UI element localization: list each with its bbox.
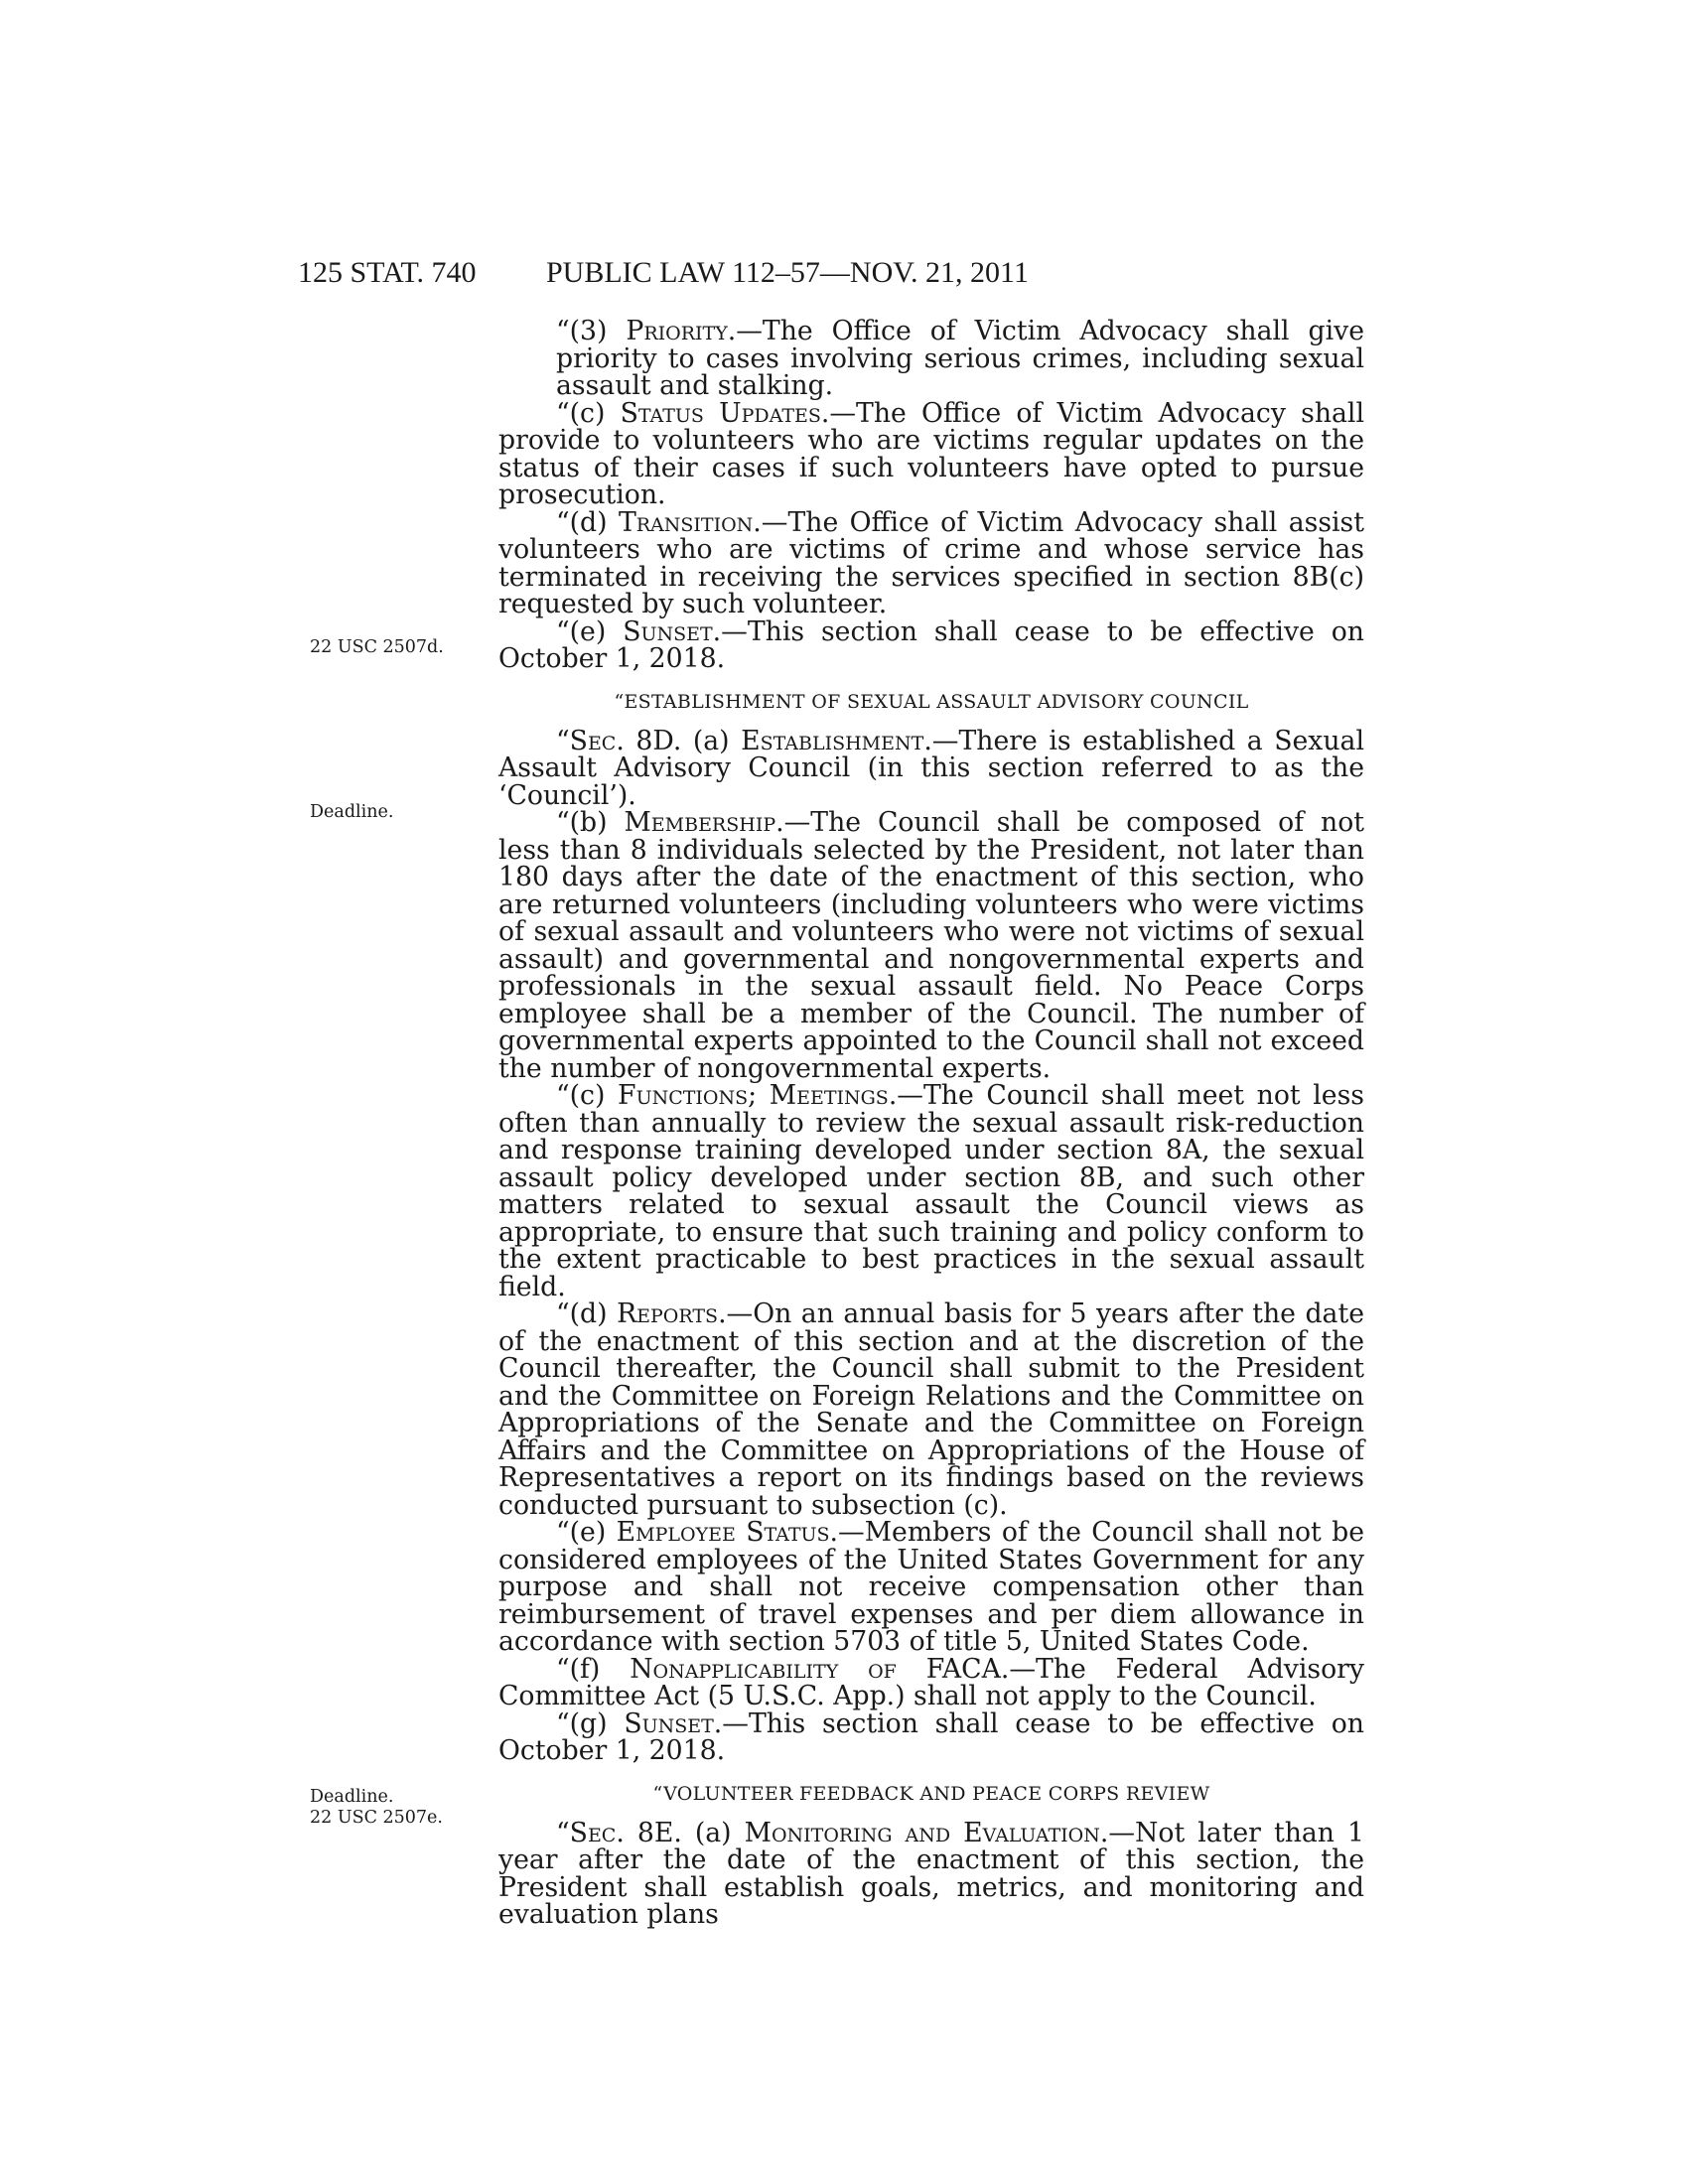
paragraph-sunset-victim-advocacy: “(e) Sunset.—This section shall cease to be effective on October 1, 2018. (498, 615, 1364, 674)
page-header (0, 253, 1688, 293)
margin-note-deadline: Deadline. (310, 802, 394, 822)
paragraph-reports: “(d) Reports.—On an annual basis for 5 years after the date of the enactment of this section and at the discretion of the Council thereafter, the Council shall submit to the President and the Committee on Foreign Relations and the Committee on Appropriations of the Senate and the Committee on Foreign Affairs and the Committee on Appropriations of the House of Representatives a report on its findings based on the reviews conducted pursuant to subsection (c). (498, 1298, 1364, 1521)
paragraph-monitoring-evaluation: “Sec. 8E. (a) Monitoring and Evaluation.—Not later than 1 year after the date of the enactment of this section, the President shall establish goals, metrics, and monitoring and evaluation plans (498, 1817, 1364, 1930)
paragraph-priority: “(3) Priority.—The Office of Victim Advocacy shall give priority to cases involving serious crimes, including sexual assault and stalking. (556, 316, 1364, 401)
paragraph-establishment: “Sec. 8D. (a) Establishment.—There is established a Sexual Assault Advisory Council (in this section referred to as the ‘Council’). (498, 725, 1364, 811)
paragraph-nonapplicability-faca: “(f) Nonapplicability of FACA.—The Federal Advisory Committee Act (5 U.S.C. App.) shall not apply to the Council. (498, 1653, 1365, 1711)
public-law-citation: PUBLIC LAW 112–57—NOV. 21, 2011 (546, 256, 1029, 289)
section-heading-volunteer-feedback: “VOLUNTEER FEEDBACK AND PEACE CORPS REVIEW (652, 1782, 1210, 1805)
paragraph-functions-meetings: “(c) Functions; Meetings.—The Council shall meet not less often than annually to review the sexual assault risk-reduction and response training developed under section 8A, the sexual assault policy developed under section 8B, and such other matters related to sexual assault the Council views as appropriate, to ensure that such training and policy conform to the extent practicable to best practices in the sexual assault field. (498, 1080, 1364, 1302)
margin-note-usc-2507d: 22 USC 2507d. (310, 637, 444, 657)
paragraph-membership: “(b) Membership.—The Council shall be composed of not less than 8 individuals selected by the President, not later than 180 days after the date of the enactment of this section, who are returned volunteers (including volunteers who were victims of sexual assault and volunteers who were not victims of sexual assault) and governmental and nongovernmental experts and professionals in the sexual assault field. No Peace Corps employee shall be a member of the Council. The number of governmental experts appointed to the Council shall not exceed the number of nongovernmental experts. (498, 807, 1364, 1084)
margin-note-deadline-label: Deadline. (310, 1787, 394, 1807)
margin-note-deadline-2 (310, 1787, 469, 1829)
section-heading-advisory-council: “ESTABLISHMENT OF SEXUAL ASSAULT ADVISORY COUNCIL (614, 690, 1249, 713)
paragraph-transition: “(d) Transition.—The Office of Victim Advocacy shall assist volunteers who are victims of crime and whose service has terminated in receiving the services specified in section 8B(c) requested by such volunteer. (498, 506, 1364, 619)
paragraph-status-updates: “(c) Status Updates.—The Office of Victim Advocacy shall provide to volunteers who are victims regular updates on the status of their cases if such volunteers have opted to pursue prosecution. (498, 397, 1364, 510)
margin-note-usc-2507e: 22 USC 2507e. (310, 1808, 443, 1828)
paragraph-sunset-council: “(g) Sunset.—This section shall cease to be effective on October 1, 2018. (498, 1707, 1364, 1766)
statute-page-number: 125 STAT. 740 (298, 256, 477, 289)
paragraph-employee-status: “(e) Employee Status.—Members of the Council shall not be considered employees of the United States Government for any purpose and shall not receive compensation other than reimbursement of travel expenses and per diem allowance in accordance with section 5703 of title 5, United States Code. (498, 1517, 1365, 1657)
document-body (498, 318, 1364, 1929)
